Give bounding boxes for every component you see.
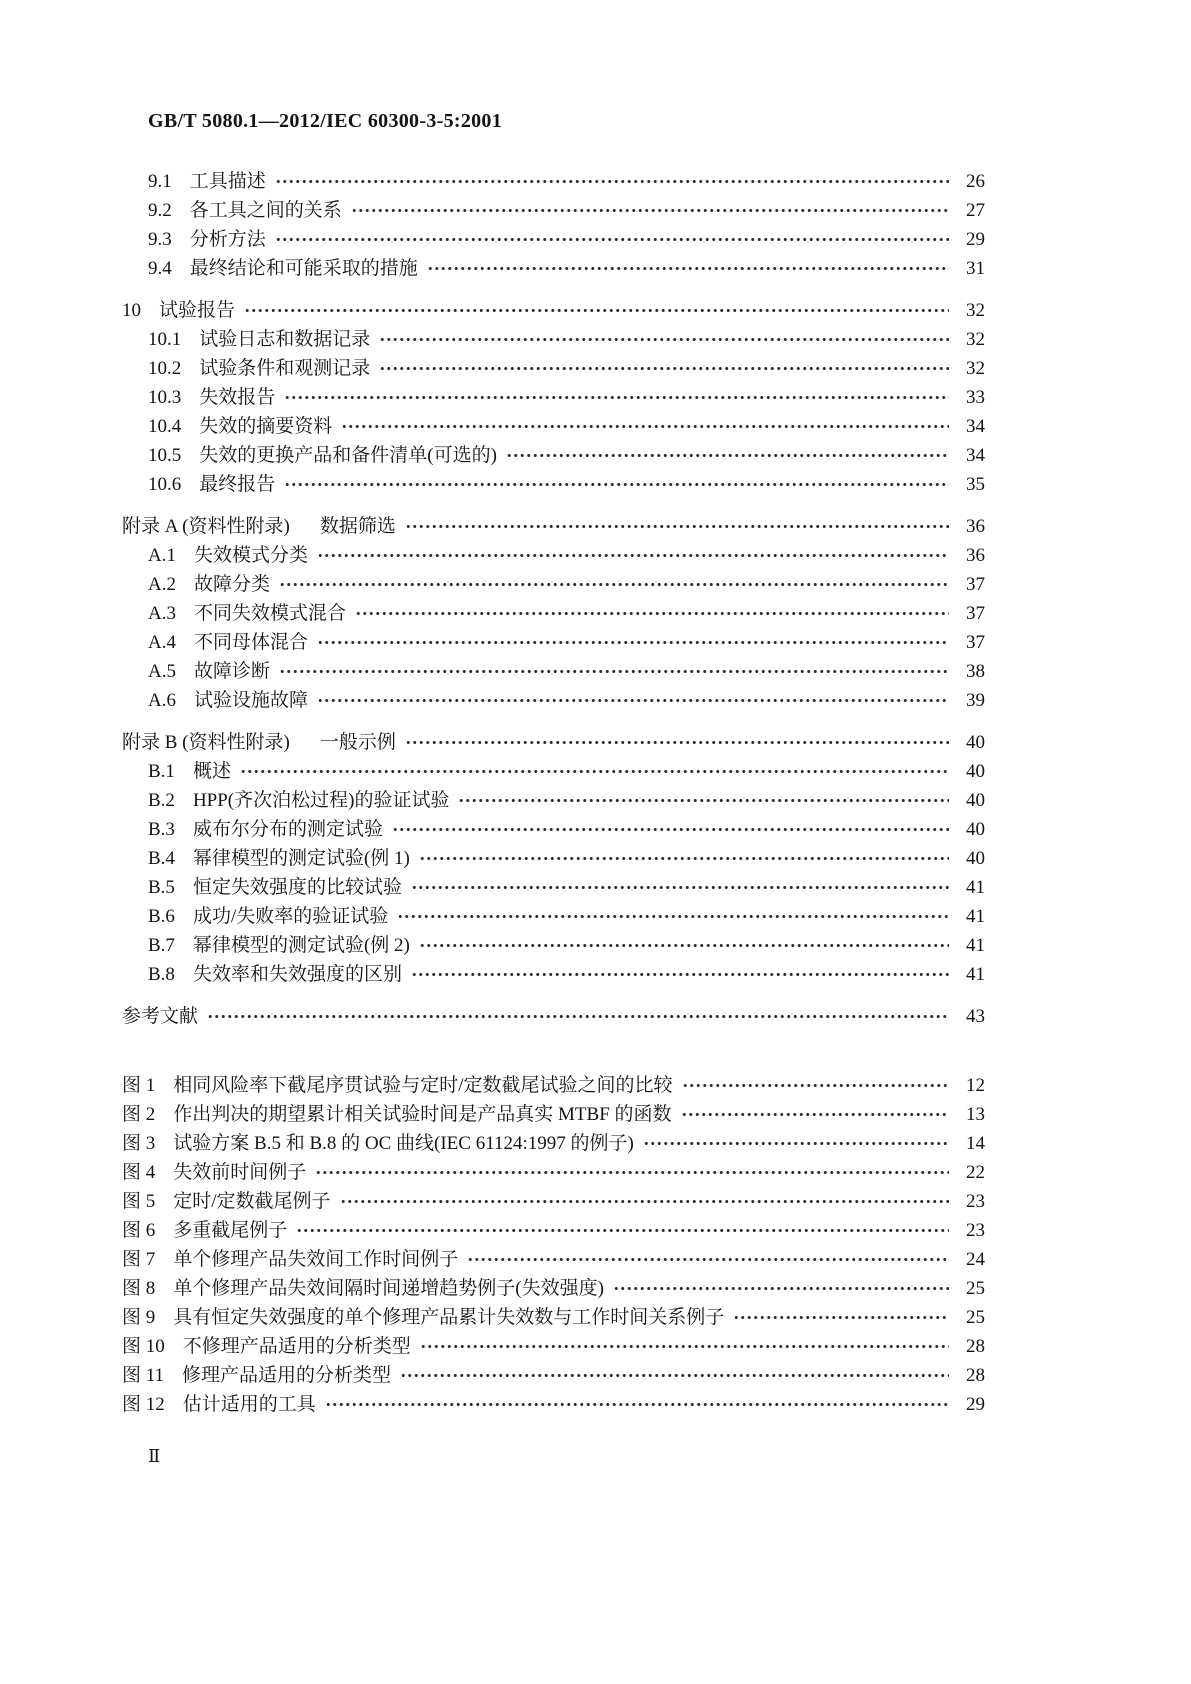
dot-leader	[467, 1245, 949, 1274]
toc-row	[122, 686, 985, 715]
toc-label: 10.5	[148, 445, 182, 466]
figure-row	[122, 1332, 985, 1361]
dot-leader	[419, 931, 949, 960]
toc-label: 10.4	[148, 416, 182, 437]
toc-row	[122, 325, 985, 354]
toc-label: B.7	[148, 935, 175, 956]
dot-leader	[733, 1303, 949, 1332]
figure-label: 图 6	[122, 1220, 156, 1241]
toc-row	[122, 225, 985, 254]
toc-title: 威布尔分布的测定试验	[192, 819, 383, 840]
dot-leader	[411, 873, 949, 902]
figure-label: 图 9	[122, 1307, 156, 1328]
toc-title: 幂律模型的测定试验(例 1)	[192, 848, 410, 869]
toc-label: A.2	[148, 574, 176, 595]
figure-label: 图 8	[122, 1278, 156, 1299]
toc-row	[122, 541, 985, 570]
figure-title: 单个修理产品失效间隔时间递增趋势例子(失效强度)	[173, 1278, 604, 1299]
toc-row	[122, 441, 985, 470]
dot-leader	[325, 1390, 949, 1419]
toc-label: B.2	[148, 790, 175, 811]
toc-page: 41	[966, 935, 985, 956]
toc-title: 各工具之间的关系	[189, 200, 342, 221]
toc-page: 40	[966, 790, 985, 811]
dot-leader	[207, 1002, 949, 1031]
toc-label: B.1	[148, 761, 175, 782]
dot-leader	[317, 686, 949, 715]
figure-title: 相同风险率下截尾序贯试验与定时/定数截尾试验之间的比较	[173, 1075, 673, 1096]
dot-leader	[315, 1158, 949, 1187]
toc-page: 40	[966, 732, 985, 753]
toc-page: 40	[966, 819, 985, 840]
toc-title: 失效率和失效强度的区别	[192, 964, 402, 985]
dot-leader	[681, 1100, 949, 1129]
toc-page: 41	[966, 877, 985, 898]
toc-page: 32	[966, 300, 985, 321]
dot-leader	[275, 225, 949, 254]
toc-title: 最终结论和可能采取的措施	[189, 258, 418, 279]
toc-row	[122, 873, 985, 902]
figure-label: 图 11	[122, 1365, 165, 1386]
figure-title: 单个修理产品失效间工作时间例子	[173, 1249, 459, 1270]
figure-page: 12	[966, 1075, 985, 1096]
figure-label: 图 2	[122, 1104, 156, 1125]
dot-leader	[420, 1332, 949, 1361]
figure-list	[122, 1071, 985, 1419]
figure-page: 24	[966, 1249, 985, 1270]
dot-leader	[411, 960, 949, 989]
dot-leader	[682, 1071, 949, 1100]
toc-page: 34	[966, 416, 985, 437]
figure-label: 图 4	[122, 1162, 156, 1183]
toc-label: 10.2	[148, 358, 182, 379]
figure-label: 图 5	[122, 1191, 156, 1212]
figure-page: 29	[966, 1394, 985, 1415]
toc-title: 不同失效模式混合	[193, 603, 346, 624]
toc-title: 一般示例	[319, 732, 396, 753]
dot-leader	[613, 1274, 949, 1303]
figure-row	[122, 1303, 985, 1332]
toc-title: 故障诊断	[193, 661, 270, 682]
dot-leader	[279, 657, 949, 686]
toc-page: 37	[966, 603, 985, 624]
toc-title: 失效的摘要资料	[199, 416, 333, 437]
toc-row	[122, 628, 985, 657]
toc-list	[122, 167, 985, 1031]
toc-page: 31	[966, 258, 985, 279]
dot-leader	[317, 541, 949, 570]
dot-leader	[397, 902, 949, 931]
toc-page: 32	[966, 329, 985, 350]
toc-page: 41	[966, 906, 985, 927]
toc-row	[122, 570, 985, 599]
dot-leader	[317, 628, 949, 657]
toc-row	[122, 412, 985, 441]
figure-title: 估计适用的工具	[182, 1394, 316, 1415]
toc-title: 试验设施故障	[193, 690, 308, 711]
figure-label: 图 1	[122, 1075, 156, 1096]
figure-label: 图 10	[122, 1336, 165, 1357]
figure-row	[122, 1129, 985, 1158]
figure-row	[122, 1071, 985, 1100]
figure-row	[122, 1274, 985, 1303]
toc-row	[122, 786, 985, 815]
toc-page: 38	[966, 661, 985, 682]
toc-row	[122, 383, 985, 412]
toc-page: 34	[966, 445, 985, 466]
figure-page: 22	[966, 1162, 985, 1183]
toc-row	[122, 960, 985, 989]
figure-title: 修理产品适用的分析类型	[182, 1365, 392, 1386]
toc-page: 43	[966, 1006, 985, 1027]
toc-title: 分析方法	[189, 229, 266, 250]
toc-title: 幂律模型的测定试验(例 2)	[192, 935, 410, 956]
toc-title: 试验日志和数据记录	[199, 329, 371, 350]
dot-leader	[240, 757, 949, 786]
toc-title: 失效报告	[199, 387, 276, 408]
figure-page: 13	[966, 1104, 985, 1125]
page-number: Ⅱ	[148, 1446, 161, 1466]
toc-row	[122, 196, 985, 225]
figure-title: 定时/定数截尾例子	[173, 1191, 331, 1212]
toc-page: 29	[966, 229, 985, 250]
toc-row	[122, 1002, 985, 1031]
toc-row	[122, 728, 985, 757]
toc-row	[122, 470, 985, 499]
toc-title: 概述	[192, 761, 231, 782]
toc-row	[122, 757, 985, 786]
toc-title: 数据筛选	[319, 516, 396, 537]
toc-label: A.5	[148, 661, 176, 682]
dot-leader	[506, 441, 949, 470]
toc-row	[122, 657, 985, 686]
toc-row	[122, 354, 985, 383]
page-content	[122, 110, 985, 1419]
toc-row	[122, 931, 985, 960]
toc-page: 39	[966, 690, 985, 711]
toc-row	[122, 512, 985, 541]
dot-leader	[643, 1129, 949, 1158]
figure-page: 25	[966, 1307, 985, 1328]
toc-label: 附录 B (资料性附录)	[122, 732, 290, 753]
toc-label: B.8	[148, 964, 175, 985]
dot-leader	[379, 325, 949, 354]
dot-leader	[379, 354, 949, 383]
dot-leader	[400, 1361, 949, 1390]
toc-label: A.4	[148, 632, 176, 653]
toc-label: A.3	[148, 603, 176, 624]
toc-row	[122, 254, 985, 283]
figure-title: 试验方案 B.5 和 B.8 的 OC 曲线(IEC 61124:1997 的例子)	[173, 1133, 634, 1154]
toc-page: 36	[966, 516, 985, 537]
dot-leader	[244, 296, 949, 325]
toc-title: 故障分类	[193, 574, 270, 595]
toc-page: 40	[966, 848, 985, 869]
toc-label: 附录 A (资料性附录)	[122, 516, 290, 537]
toc-page: 41	[966, 964, 985, 985]
toc-label: 9.4	[148, 258, 172, 279]
toc-page: 33	[966, 387, 985, 408]
dot-leader	[275, 167, 949, 196]
toc-title: 工具描述	[189, 171, 266, 192]
toc-title: 不同母体混合	[193, 632, 308, 653]
dot-leader	[392, 815, 949, 844]
toc-page: 27	[966, 200, 985, 221]
toc-page: 40	[966, 761, 985, 782]
figure-row	[122, 1100, 985, 1129]
toc-label: B.6	[148, 906, 175, 927]
figure-label: 图 3	[122, 1133, 156, 1154]
dot-leader	[355, 599, 949, 628]
dot-leader	[296, 1216, 949, 1245]
figure-page: 28	[966, 1365, 985, 1386]
dot-leader	[279, 570, 949, 599]
toc-page: 32	[966, 358, 985, 379]
toc-label: A.1	[148, 545, 176, 566]
figure-page: 25	[966, 1278, 985, 1299]
toc-row	[122, 815, 985, 844]
dot-leader	[341, 412, 949, 441]
toc-page: 37	[966, 574, 985, 595]
toc-title: HPP(齐次泊松过程)的验证试验	[192, 790, 450, 811]
toc-title: 试验条件和观测记录	[199, 358, 371, 379]
dot-leader	[419, 844, 949, 873]
toc-label: 9.3	[148, 229, 172, 250]
figure-title: 不修理产品适用的分析类型	[182, 1336, 411, 1357]
dot-leader	[351, 196, 949, 225]
toc-title: 失效模式分类	[193, 545, 308, 566]
figure-row	[122, 1361, 985, 1390]
figure-row	[122, 1245, 985, 1274]
toc-label: A.6	[148, 690, 176, 711]
toc-label: 9.2	[148, 200, 172, 221]
toc-row	[122, 296, 985, 325]
toc-label: B.3	[148, 819, 175, 840]
toc-label: 10.6	[148, 474, 182, 495]
figure-title: 失效前时间例子	[173, 1162, 307, 1183]
figure-page: 14	[966, 1133, 985, 1154]
toc-page: 35	[966, 474, 985, 495]
dot-leader	[284, 383, 949, 412]
toc-page: 36	[966, 545, 985, 566]
toc-label: 10	[122, 300, 141, 321]
dot-leader	[458, 786, 949, 815]
toc-title: 失效的更换产品和备件清单(可选的)	[199, 445, 497, 466]
toc-title: 试验报告	[159, 300, 236, 321]
toc-title: 最终报告	[199, 474, 276, 495]
toc-title: 参考文献	[122, 1006, 199, 1027]
figure-row	[122, 1390, 985, 1419]
figure-page: 23	[966, 1191, 985, 1212]
toc-row	[122, 599, 985, 628]
figure-page: 28	[966, 1336, 985, 1357]
toc-page: 26	[966, 171, 985, 192]
dot-leader	[284, 470, 949, 499]
toc-label: 10.3	[148, 387, 182, 408]
figure-page: 23	[966, 1220, 985, 1241]
toc-label: 10.1	[148, 329, 182, 350]
dot-leader	[405, 728, 949, 757]
dot-leader	[405, 512, 949, 541]
toc-row	[122, 167, 985, 196]
toc-row	[122, 844, 985, 873]
dot-leader	[340, 1187, 949, 1216]
figure-title: 作出判决的期望累计相关试验时间是产品真实 MTBF 的函数	[173, 1104, 672, 1125]
toc-page: 37	[966, 632, 985, 653]
figure-label: 图 7	[122, 1249, 156, 1270]
toc-title: 成功/失败率的验证试验	[192, 906, 389, 927]
toc-row	[122, 902, 985, 931]
document-code-header: GB/T 5080.1—2012/IEC 60300-3-5:2001	[148, 110, 503, 132]
figure-title: 具有恒定失效强度的单个修理产品累计失效数与工作时间关系例子	[173, 1307, 725, 1328]
dot-leader	[427, 254, 949, 283]
figure-row	[122, 1216, 985, 1245]
figure-row	[122, 1158, 985, 1187]
figure-label: 图 12	[122, 1394, 165, 1415]
toc-label: B.5	[148, 877, 175, 898]
figure-title: 多重截尾例子	[173, 1220, 288, 1241]
toc-label: B.4	[148, 848, 175, 869]
figure-row	[122, 1187, 985, 1216]
toc-title: 恒定失效强度的比较试验	[192, 877, 402, 898]
toc-label: 9.1	[148, 171, 172, 192]
